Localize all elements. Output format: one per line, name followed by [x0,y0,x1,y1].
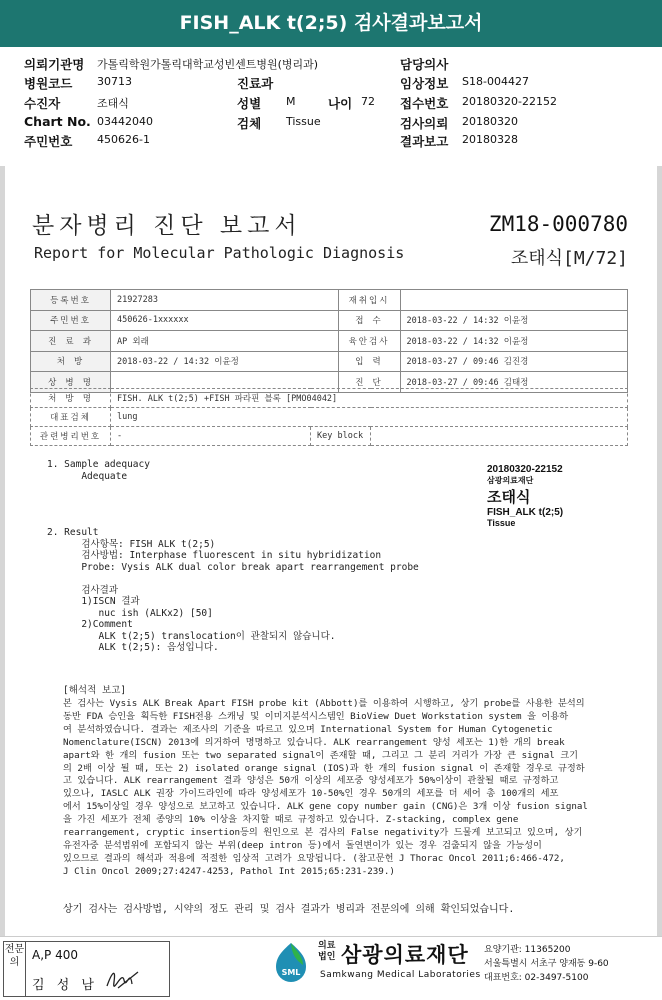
header-value: 72 [361,95,375,108]
header-label: 검사의뢰 [400,116,449,131]
order-value: FISH. ALK t(2;5) +FISH 파라핀 블록 [PMO04042] [111,389,628,408]
header-label: 결과보고 [400,134,449,149]
logo-text: SML [281,968,301,977]
report-footer [0,936,662,1000]
interpretation-line: 유전자중 분석범위에 포함되지 않는 부위(deep intron 등)에서 돌연변이가 있는 경우 검출되지 않을 가능성이 [63,839,542,851]
order-value: - [111,427,311,446]
interpretation-line: 있으므로 결과의 해석과 적용에 적절한 임상적 고려가 요망됩니다. (참고문헌 J Thorac Oncol 2011;6:466-472, [63,852,565,864]
interpretation-line: 의 2배 이상 될 때, 또는 2) isolated orange signal (IOS)과 한 개의 fusion signal 이 존재할 경우로 규정하 [63,762,585,774]
interpretation-line: 본 검사는 Vysis ALK Break Apart FISH probe kit (Abbott)를 이용하여 시행하고, 상기 probe를 사용한 분석의 [63,698,585,709]
header-label: 임상정보 [400,76,449,91]
header-value: M [286,95,296,108]
header-value: 가톨릭학원가톨릭대학교성빈센트병원(병리과) [97,58,319,71]
org-phone: 대표번호: 02-3497-5100 [484,973,589,983]
org-name: 삼광의료재단 [341,943,469,967]
registration-table [30,289,628,393]
report-title-korean: 분자병리 진단 보고서 [32,213,302,239]
order-key: 관련병리번호 [31,427,111,446]
report-title-bar: FISH_ALK t(2;5) 검사결과보고서 [0,0,662,47]
org-prefix-2: 법인 [318,952,336,962]
org-name-english: Samkwang Medical Laboratories [320,970,481,980]
header-value: S18-004427 [462,75,529,88]
pathologist-tag: 전문의 [4,942,26,996]
registration-value: 2018-03-22 / 14:32 이윤정 [400,310,628,331]
label-accession: 20180320-22152 [487,464,563,475]
header-label: 검체 [237,116,262,131]
org-institution-code: 요양기관: 11365200 [484,945,571,955]
header-value: 450626-1 [97,133,150,146]
header-value: 20180320 [462,115,518,128]
patient-header [0,51,662,151]
scan-left-edge [0,166,5,936]
registration-key: 처 방 [31,351,111,372]
pathologist-name: 김 성 남 [32,978,98,993]
registration-key: 재취입시 [338,290,400,311]
header-value: 03442040 [97,115,153,128]
org-prefix [318,941,335,963]
interpretation-line: 을 가진 세포가 전체 종양의 10% 이상을 차지할 때로 규정하고 있습니다. Z-stacking, complex gene [63,814,519,826]
interpretation-line: 동반 FDA 승인을 획득한 FISH전용 스캐닝 및 이미지분석시스템인 BioView Duet Workstation system 을 이용하 [63,710,569,722]
report-number: ZM18-000780 [488,212,628,236]
pathologist-code: A,P 400 [32,948,78,962]
scan-right-edge [657,166,662,936]
registration-row [31,331,628,352]
header-label: 진료과 [237,76,274,91]
closing-statement: 상기 검사는 검사방법, 시약의 정도 관리 및 검사 결과가 병리과 전문의에 의해 확인되었습니다. [63,904,515,915]
section-result: 2. Result 검사항목: FISH ALK t(2;5) 검사방법: Interphase fluorescent in situ hybridization Probe: Vysis ALK dual color break apart rearrangement probe 검사결과 1)ISCN 결과 nuc ish (ALKx2) [50] 2)Comment ALK t(2;5) translocation이 관찰되지 않습니다. ALK t(2;5): 음성입니다. [47,527,419,653]
header-label: 나이 [328,96,353,111]
registration-value: 21927283 [111,290,339,311]
registration-row [31,290,628,311]
order-row [31,427,628,446]
interpretation-line: apart와 한 개의 fusion 또는 two separated signal이 존재할 때, 그리고 그 분리 거리가 가장 큰 signal 크기 [63,749,579,761]
report-title-english: Report for Molecular Pathologic Diagnosis [34,244,405,262]
header-label: 주민번호 [24,134,73,149]
registration-key: 주민번호 [31,310,111,331]
header-value: 30713 [97,75,132,88]
registration-value [400,290,628,311]
label-specimen: Tissue [487,518,516,528]
header-value: 조태식 [97,97,129,110]
registration-key: 육안검사 [338,331,400,352]
registration-key: 입 력 [338,351,400,372]
registration-value: 2018-03-22 / 14:32 이윤정 [400,331,628,352]
label-test: FISH_ALK t(2;5) [487,507,564,518]
order-value: lung [111,408,628,427]
sml-logo-icon [270,939,312,991]
interpretation-heading: [해석적 보고] [63,685,127,696]
header-label: Chart No. [24,114,91,129]
registration-row [31,351,628,372]
org-address: 서울특별시 서초구 양재동 9-60 [484,959,609,969]
registration-value: 450626-1xxxxxx [111,310,339,331]
interpretation-body [63,698,613,879]
registration-value: 2018-03-27 / 09:46 김진경 [400,351,628,372]
registration-value: 2018-03-27 / 09:46 김태정 [400,372,628,393]
interpretation-line: J Clin Oncol 2009;27:4247-4253, Pathol Int 2015;65:231-239.) [63,865,395,877]
header-label: 병원코드 [24,76,73,91]
header-label: 담당의사 [400,57,449,72]
registration-key: 상 병 명 [31,372,111,393]
registration-value: 2018-03-22 / 14:32 이윤정 [111,351,339,372]
header-label: 수진자 [24,96,61,111]
header-label: 의뢰기관명 [24,57,85,72]
registration-value: AP 외래 [111,331,339,352]
report-patient: 조태식[M/72] [510,248,628,269]
section-sample-adequacy: 1. Sample adequacy Adequate [47,459,150,482]
header-label: 접수번호 [400,96,449,111]
registration-key: 진 단 [338,372,400,393]
interpretation-line: 있으나, IASLC ALK 권장 가이드라인에 따라 양성세포가 10-50%인 경우 50개의 세포를 더 세어 총 100개의 세포 [63,788,559,800]
interpretation-line: rearrangement, cryptic insertion등의 원인으로 본 검사의 False negativity가 드물게 보고되고 있으며, 상기 [63,827,583,839]
order-value [371,427,628,446]
header-value: 20180320-22152 [462,95,557,108]
label-org: 삼광의료재단 [487,476,534,485]
order-key: Key block [311,427,371,446]
header-value: Tissue [286,115,321,128]
org-contact-info [484,943,609,985]
order-table [30,388,628,446]
specimen-label [487,464,617,528]
order-row [31,389,628,408]
interpretation-line: 고 있습니다. ALK rearrangement 결과 양성은 50개 이상의 세포중 양성세포가 50%이상이 관찰될 때로 규정하고 [63,775,559,787]
org-prefix-1: 의료 [318,941,336,951]
signature-icon [104,964,144,994]
order-key: 처 방 명 [31,389,111,408]
registration-row [31,310,628,331]
header-label: 성별 [237,96,262,111]
interpretation-line: 여 분석하였습니다. 결과는 제조사의 기준을 따르고 있으며 International System for Human Cytogenetic [63,723,553,735]
registration-key: 진 료 과 [31,331,111,352]
label-name: 조태식 [487,489,531,506]
registration-key: 접 수 [338,310,400,331]
interpretation-line: Nomenclature(ISCN) 2013에 의거하여 명명하고 있습니다. ALK rearrangement 양성 세포는 1)한 개의 break [63,736,565,748]
pathologist-signature-box [3,941,170,997]
interpretation-line: 에서 15%이상일 경우 양성으로 보고하고 있습니다. ALK gene copy number gain (CNG)은 3개 이상 fusion signal [63,801,588,813]
order-key: 대표검체 [31,408,111,427]
header-value: 20180328 [462,133,518,146]
order-row [31,408,628,427]
registration-key: 등록번호 [31,290,111,311]
